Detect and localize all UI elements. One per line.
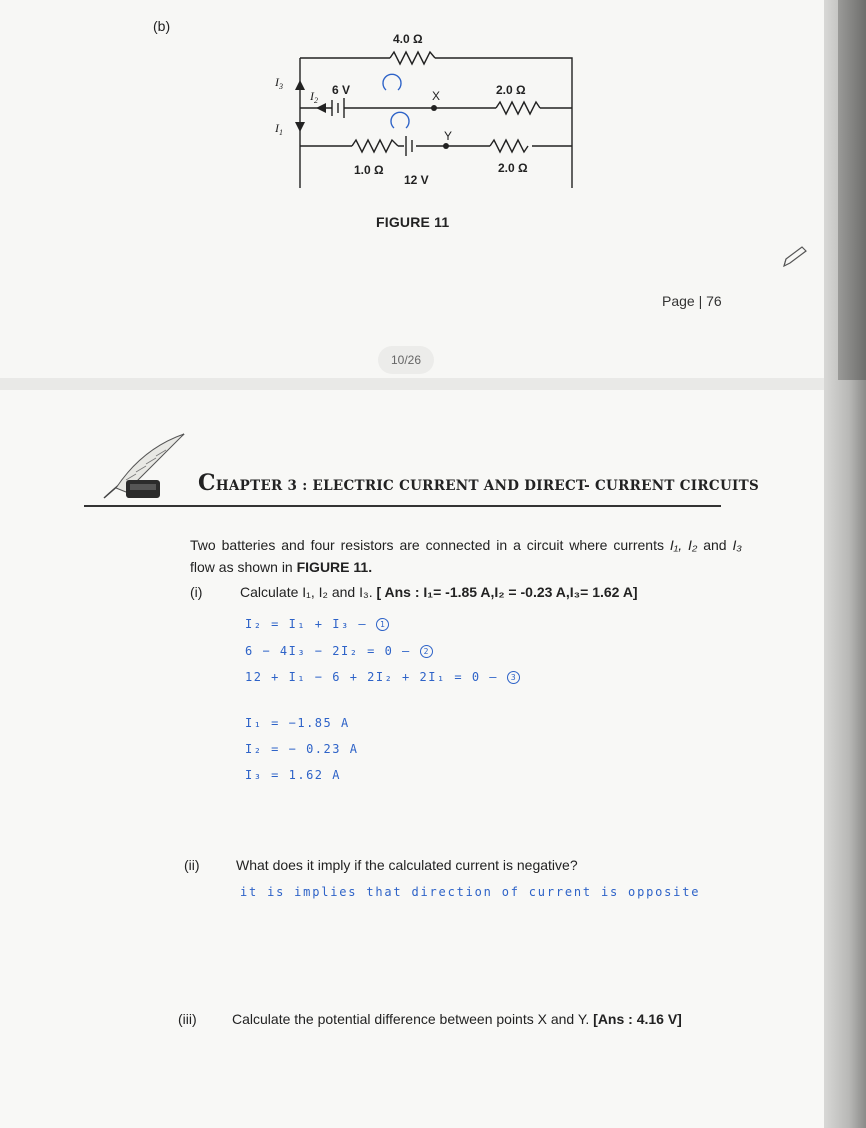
label-r-mid: 2.0 Ω	[496, 83, 526, 97]
page-indicator: 10/26	[378, 346, 434, 374]
chapter-title: CHAPTER 3 : ELECTRIC CURRENT AND DIRECT- CURRENT CIRCUITS	[198, 470, 760, 496]
intro-line-2: flow as shown in FIGURE 11.	[190, 559, 373, 575]
svg-text:I1: $I_1$	[275, 121, 283, 137]
hw-result-i3: I₃ = 1.62 A	[245, 768, 341, 782]
label-r-top: 4.0 Ω	[393, 32, 423, 46]
q3-number: (iii)	[178, 1011, 197, 1027]
part-label: (b)	[153, 18, 171, 34]
battery-12v	[406, 136, 412, 156]
label-12v: 12 V	[404, 173, 429, 187]
figure-caption: FIGURE 11	[376, 214, 450, 230]
q2-number: (ii)	[184, 857, 200, 873]
hw-eq3: 12 + I₁ − 6 + 2I₂ + 2I₁ = 0 — 3	[245, 670, 520, 684]
svg-text:I2: $I_2$	[310, 89, 318, 105]
label-6v: 6 V	[332, 83, 351, 97]
feather-logo	[96, 428, 192, 504]
battery-6v	[332, 98, 344, 118]
circuit-diagram	[260, 20, 590, 200]
svg-text:I3: $I_3$	[275, 75, 283, 91]
arrow-i1	[295, 122, 305, 132]
arrow-i3	[295, 80, 305, 90]
pencil-icon[interactable]	[780, 244, 810, 270]
resistor-bot-right	[490, 140, 528, 152]
q3-text: Calculate the potential difference between points X and Y. [Ans : 4.16 V]	[232, 1011, 682, 1027]
label-x: X	[432, 89, 441, 103]
hw-eq2: 6 − 4I₃ − 2I₂ = 0 — 2	[245, 644, 433, 658]
resistor-mid-right	[496, 102, 540, 114]
wire-top	[300, 58, 572, 188]
q2-text: What does it imply if the calculated current is negative?	[236, 857, 578, 873]
hw-result-i1: I₁ = −1.85 A	[245, 716, 350, 730]
label-r-botleft: 1.0 Ω	[354, 163, 384, 177]
resistor-top	[390, 52, 435, 64]
intro-line-1: Two batteries and four resistors are connected in a circuit where currents I₁, I₂ and I₃	[190, 537, 742, 553]
label-y: Y	[444, 129, 453, 143]
resistor-bot-left	[352, 140, 398, 152]
hw-eq1: I₂ = I₁ + I₃ — 1	[245, 617, 389, 631]
q1-number: (i)	[190, 584, 203, 600]
label-r-botright: 2.0 Ω	[498, 161, 528, 175]
hw-result-i2: I₂ = − 0.23 A	[245, 742, 359, 756]
chapter-rule	[84, 505, 721, 507]
q1-text: Calculate I₁, I₂ and I₃. [ Ans : I₁= -1.85 A,I₂ = -0.23 A,I₃= 1.62 A]	[240, 584, 638, 600]
page-edge	[824, 0, 866, 1128]
hw-answer-ii: it is implies that direction of current is opposite	[240, 885, 701, 899]
page-number: Page | 76	[662, 293, 722, 309]
